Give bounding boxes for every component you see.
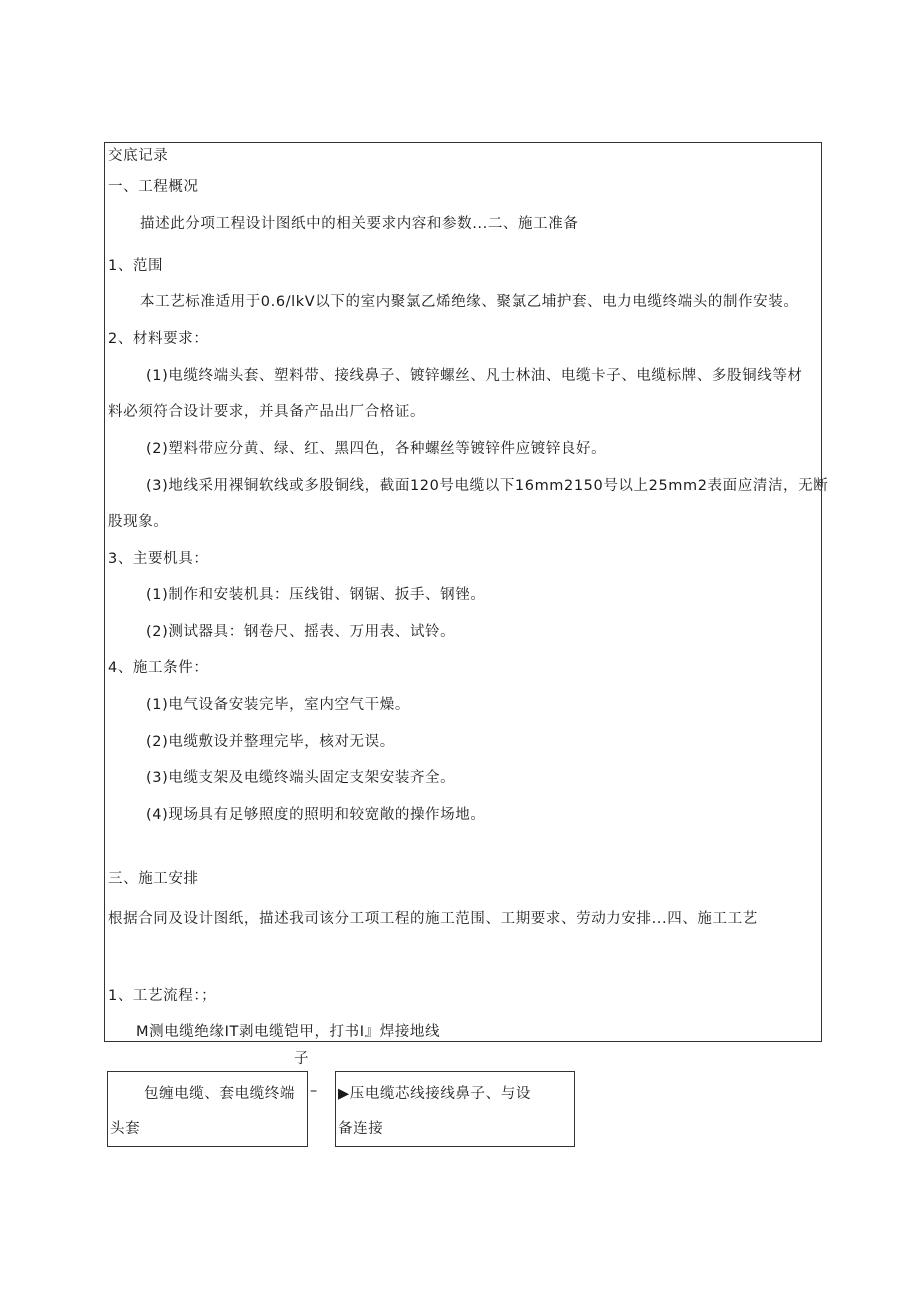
flow-box-press-lug xyxy=(335,1071,575,1147)
scope-text: 本工艺标准适用于0.6/lkV以下的室内聚氯乙烯绝缘、聚氯乙埔护套、电力电缆终端头的制作安装。 xyxy=(140,294,799,310)
conditions-item-4: (4)现场具有足够照度的照明和较宽敞的操作场地。 xyxy=(146,807,486,823)
flow-tail-char: 子 xyxy=(294,1051,310,1067)
materials-item-1-line-2: 料必须符合设计要求，并具备产品出厂合格证。 xyxy=(108,404,426,420)
process-flow-title: 1、工艺流程：； xyxy=(108,988,217,1004)
flow-box-wrap-cable xyxy=(107,1071,308,1147)
scope-title: 1、范围 xyxy=(108,258,164,274)
conditions-item-2: (2)电缆敷设并整理完毕，核对无误。 xyxy=(146,734,395,750)
record-header: 交底记录 xyxy=(108,148,169,164)
materials-item-3-line-1: (3)地线采用裸铜软线或多股铜线，截面120号电缆以下16mm2150号以上25mm2表面应清洁，无断 xyxy=(146,478,829,494)
conditions-title: 4、施工条件： xyxy=(108,660,209,676)
materials-title: 2、材料要求： xyxy=(108,331,209,347)
flow-box-wrap-cable-line-1: 包缠电缆、套电缆终端 xyxy=(144,1086,295,1102)
section-1-description: 描述此分项工程设计图纸中的相关要求内容和参数...二、施工准备 xyxy=(140,216,579,232)
tools-item-2: (2)测试器具：钢卷尺、摇表、万用表、试铃。 xyxy=(146,624,456,640)
conditions-item-3: (3)电缆支架及电缆终端头固定支架安装齐全。 xyxy=(146,770,456,786)
flow-box-press-lug-line-1: ▶压电缆芯线接线鼻子、与设 xyxy=(338,1086,531,1102)
materials-item-1-line-1: (1)电缆终端头套、塑料带、接线鼻子、镀锌螺丝、凡士林油、电缆卡子、电缆标牌、多股铜线等材 xyxy=(146,368,803,384)
flow-box-wrap-cable-line-2: 头套 xyxy=(110,1121,141,1137)
materials-item-3-line-2: 股现象。 xyxy=(108,514,169,530)
process-flow-line: M测电缆绝缘IT剥电缆铠甲，打书I』焊接地线 xyxy=(136,1024,441,1040)
tools-item-1: (1)制作和安装机具：压线钳、钢锯、扳手、钢锉。 xyxy=(146,587,486,603)
materials-item-2: (2)塑料带应分黄、绿、红、黑四色，各种螺丝等镀锌件应镀锌良好。 xyxy=(146,441,607,457)
flow-connector: – xyxy=(310,1083,318,1099)
section-3-title: 三、施工安排 xyxy=(108,871,199,887)
tools-title: 3、主要机具： xyxy=(108,551,209,567)
section-1-title: 一、工程概况 xyxy=(108,179,199,195)
section-3-description: 根据合同及设计图纸，描述我司该分工项工程的施工范围、工期要求、劳动力安排...四、施工工艺 xyxy=(108,911,758,927)
conditions-item-1: (1)电气设备安装完毕，室内空气干燥。 xyxy=(146,697,410,713)
flow-box-press-lug-line-2: 备连接 xyxy=(338,1121,384,1137)
